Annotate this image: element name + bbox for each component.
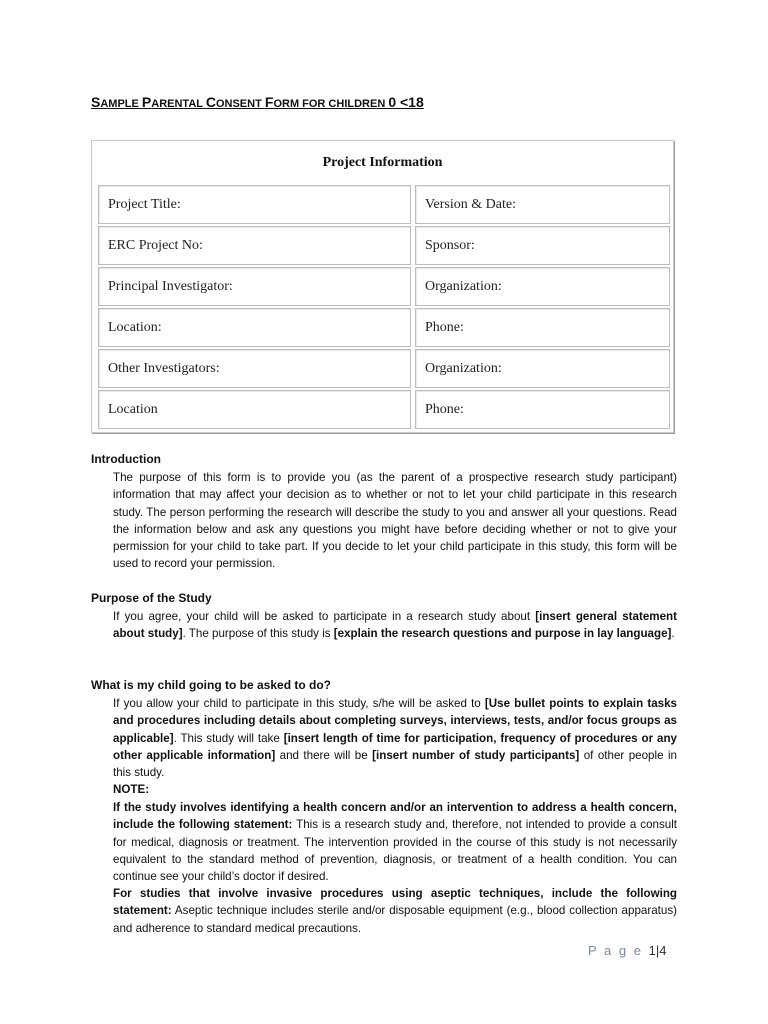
purpose-text: [113, 608, 677, 643]
document-title: [91, 94, 424, 110]
table-cell-other-investigators: Other Investigators:: [98, 349, 411, 388]
table-cell-phone-2: Phone:: [415, 390, 670, 429]
note-statement: Aseptic technique includes sterile and/or disposable equipment (e.g., blood collection apparatus) and adherence to standard medical precautions.: [113, 904, 677, 935]
title-part: ONSENT: [215, 98, 265, 110]
title-part: F: [264, 94, 274, 110]
table-cell-project-title: Project Title:: [98, 185, 411, 224]
purpose-heading: Purpose of the Study: [91, 591, 212, 605]
title-part: ARENTAL: [151, 98, 206, 110]
asked-text-part: of other people in this study.: [113, 748, 677, 780]
table-heading: Project Information: [322, 155, 443, 170]
title-part: ORM FOR CHILDREN: [273, 98, 389, 110]
table-cell-organization-2: Organization:: [415, 349, 670, 388]
asked-placeholder: [insert length of time for participation, frequency of procedures or any other applicable information]: [113, 731, 677, 762]
asked-text-part: and there will be: [275, 748, 373, 762]
title-part: AMPLE: [100, 98, 142, 110]
page-number: 1: [648, 943, 656, 958]
asked-placeholder: [Use bullet points to explain tasks and procedures including details about completing surveys, interviews, tests, and/or focus groups as applicable]: [113, 697, 677, 745]
note-instruction: If the study involves identifying a health concern and/or an intervention to address a health concern, include the following statement:: [113, 801, 677, 832]
asked-placeholder: [insert number of study participants]: [372, 748, 580, 762]
page-label: P a g e: [588, 943, 643, 958]
purpose-placeholder: [explain the research questions and purpose in lay language]: [333, 627, 672, 641]
purpose-text-part: . The purpose of this study is: [182, 627, 334, 641]
purpose-placeholder: [insert general statement about study]: [113, 610, 677, 641]
table-cell-version-date: Version & Date:: [415, 185, 670, 224]
asked-text-part: . This study will take: [173, 731, 284, 745]
asked-text-part: If you allow your child to participate in this study, s/he will be asked to: [113, 697, 485, 710]
note-text-2: [113, 885, 677, 937]
table-cell-sponsor: Sponsor:: [415, 226, 670, 265]
purpose-text-part: .: [671, 627, 675, 641]
asked-text: [113, 695, 677, 781]
title-part: P: [141, 94, 152, 110]
asked-heading: What is my child going to be asked to do?: [91, 678, 332, 692]
purpose-text-part: If you agree, your child will be asked to participate in a research study about: [113, 610, 536, 623]
page-separator: |: [655, 943, 660, 958]
page-footer: [588, 943, 666, 958]
table-cell-erc-project-no: ERC Project No:: [98, 226, 411, 265]
introduction-text: The purpose of this form is to provide you (as the parent of a prospective research study participant) information that may affect your decision as to whether or not to let your child participate in this research study. The person performing the research will describe the study to you and answer all your questions. Read the information below and ask any questions you might have before deciding whether or not to give your permission for your child to take part. If you decide to let your child participate in this study, this form will be used to record your permission.: [113, 471, 677, 571]
note-instruction: For studies that involve invasive procedures using aseptic techniques, include the following statement:: [113, 887, 677, 918]
title-part: 0 <18: [388, 94, 424, 110]
note-text-1: [113, 799, 677, 885]
note-statement: This is a research study and, therefore, not intended to provide a consult for medical, diagnosis or treatment. The intervention provided in the course of this study is not necessarily equivalent to the standard method of prevention, diagnosis, or treatment of a health condition. You can continue see your child’s doctor if desired.: [113, 818, 677, 884]
table-cell-phone: Phone:: [415, 308, 670, 347]
table-cell-principal-investigator: Principal Investigator:: [98, 267, 411, 306]
table-cell-organization: Organization:: [415, 267, 670, 306]
page-total: 4: [659, 943, 667, 958]
note-label-text: NOTE:: [113, 783, 150, 796]
title-part: C: [205, 94, 216, 110]
note-label: [113, 781, 677, 798]
table-cell-location: Location:: [98, 308, 411, 347]
introduction-heading: Introduction: [91, 452, 161, 466]
project-information-table: [91, 140, 674, 433]
table-cell-location-2: Location: [98, 390, 411, 429]
title-part: S: [91, 94, 101, 110]
